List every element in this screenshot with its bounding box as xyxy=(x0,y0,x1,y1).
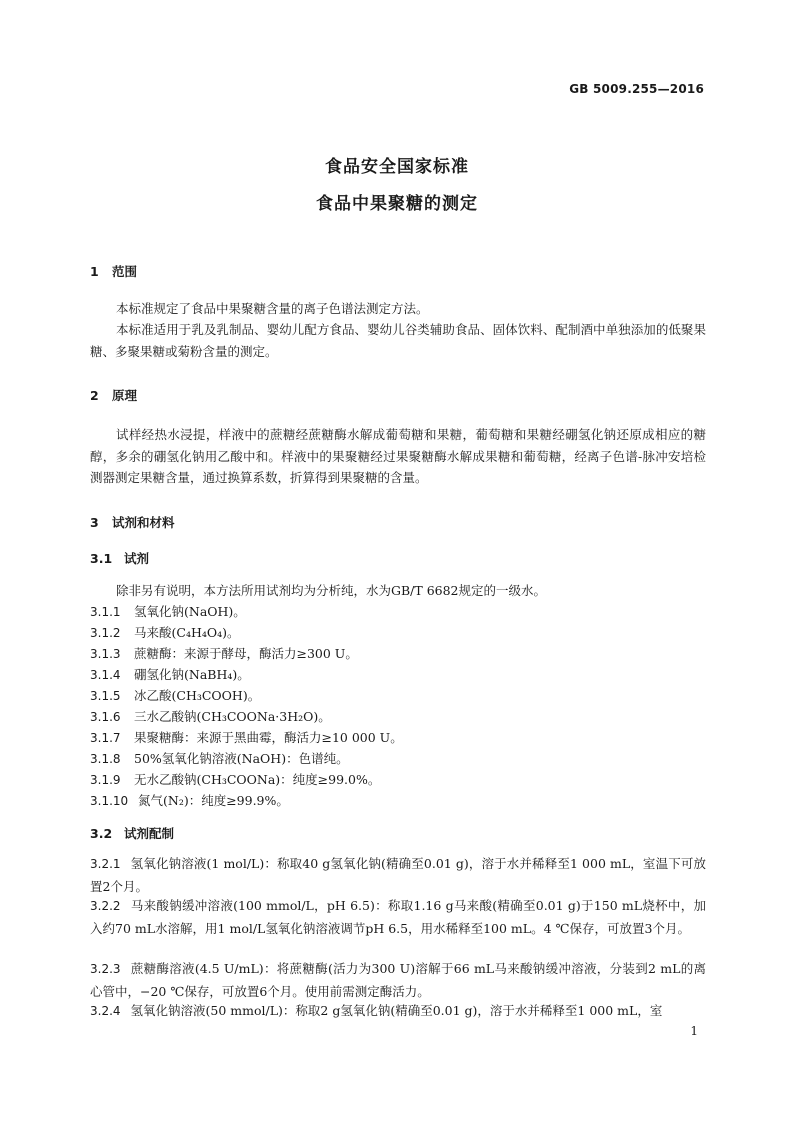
item-text: 三水乙酸钠(CH₃COONa·3H₂O)。 xyxy=(134,709,331,724)
item-text: 氮气(N₂)：纯度≥99.9%。 xyxy=(138,793,289,808)
reagent-item xyxy=(90,790,706,813)
clause-number: 3.2.2 xyxy=(90,899,121,913)
preparation-clause xyxy=(90,958,706,1002)
section-number: 2 xyxy=(90,388,99,403)
reagent-item xyxy=(90,748,706,771)
item-text: 50%氢氧化钠溶液(NaOH)：色谱纯。 xyxy=(134,751,349,766)
item-number: 3.1.3 xyxy=(90,647,121,661)
clause-number: 3.2.4 xyxy=(90,1004,121,1018)
item-number: 3.1.8 xyxy=(90,752,121,766)
item-text: 蔗糖酶：来源于酵母，酶活力≥300 U。 xyxy=(134,646,358,661)
item-number: 3.1.2 xyxy=(90,626,121,640)
scope-paragraph-2: 本标准适用于乳及乳制品、婴幼儿配方食品、婴幼儿谷类辅助食品、固体饮料、配制酒中单独添加的低聚果糖、多聚果糖或菊粉含量的测定。 xyxy=(90,322,706,359)
clause-number: 3.2.1 xyxy=(90,857,121,871)
item-text: 果聚糖酶：来源于黑曲霉，酶活力≥10 000 U。 xyxy=(134,730,403,745)
page-number: 1 xyxy=(690,1024,698,1038)
section-number: 3 xyxy=(90,515,99,530)
subsection-title: 试剂 xyxy=(124,551,150,566)
item-number: 3.1.6 xyxy=(90,710,121,724)
reagents-intro: 除非另有说明，本方法所用试剂均为分析纯，水为GB/T 6682规定的一级水。 xyxy=(116,583,547,598)
principle-paragraph: 试样经热水浸提，样液中的蔗糖经蔗糖酶水解成葡萄糖和果糖，葡萄糖和果糖经硼氢化钠还原成相应的糖醇，多余的硼氢化钠用乙酸中和。样液中的果聚糖经过果聚糖酶水解成果糖和葡萄糖，经离子色谱-脉冲安培检测器测定果糖含量，通过换算系数，折算得到果聚糖的含量。 xyxy=(90,427,706,485)
preparation-clause xyxy=(90,1000,706,1021)
section-title: 试剂和材料 xyxy=(112,515,175,530)
item-number: 3.1.9 xyxy=(90,773,121,787)
item-number: 3.1.7 xyxy=(90,731,121,745)
clause-text: 氢氧化钠溶液(1 mol/L)：称取40 g氢氧化钠(精确至0.01 g)，溶于水并稀释至1 000 mL，室温下可放置2个月。 xyxy=(90,856,706,894)
item-text: 硼氢化钠(NaBH₄)。 xyxy=(134,667,250,682)
preparation-clause xyxy=(90,895,706,939)
subsection-number: 3.2 xyxy=(90,826,113,841)
item-text: 马来酸(C₄H₄O₄)。 xyxy=(134,625,240,640)
subsection-title: 试剂配制 xyxy=(124,826,175,841)
section-heading-scope xyxy=(90,262,137,280)
item-number: 3.1.4 xyxy=(90,668,121,682)
clause-number: 3.2.3 xyxy=(90,962,121,976)
clause-text: 蔗糖酶溶液(4.5 U/mL)：将蔗糖酶(活力为300 U)溶解于66 mL马来酸钠缓冲溶液，分装到2 mL的离心管中，−20 ℃保存，可放置6个月。使用前需测定酶活力。 xyxy=(90,961,706,999)
reagent-item xyxy=(90,643,706,666)
reagent-item xyxy=(90,706,706,729)
reagent-item xyxy=(90,622,706,645)
item-number: 3.1.5 xyxy=(90,689,121,703)
standard-code: GB 5009.255—2016 xyxy=(569,82,704,96)
subsection-number: 3.1 xyxy=(90,551,113,566)
reagent-item xyxy=(90,601,706,624)
item-text: 无水乙酸钠(CH₃COONa)：纯度≥99.0%。 xyxy=(134,772,381,787)
subsection-heading-reagents xyxy=(90,549,149,567)
document-title-line1: 食品安全国家标准 xyxy=(325,157,469,177)
item-text: 氢氧化钠(NaOH)。 xyxy=(134,604,246,619)
item-number: 3.1.10 xyxy=(90,794,129,808)
clause-text: 马来酸钠缓冲溶液(100 mmol/L，pH 6.5)：称取1.16 g马来酸(精确至0.01 g)于150 mL烧杯中，加入约70 mL水溶解，用1 mol/L氢氧化钠溶液调节pH 6.5，用水稀释至100 mL。4 ℃保存，可放置3个月。 xyxy=(90,898,706,936)
item-text: 冰乙酸(CH₃COOH)。 xyxy=(134,688,261,703)
section-heading-reagents-materials xyxy=(90,513,175,531)
section-number: 1 xyxy=(90,264,99,279)
subsection-heading-reagent-preparation xyxy=(90,824,174,842)
scope-paragraph-1: 本标准规定了食品中果聚糖含量的离子色谱法测定方法。 xyxy=(116,301,429,316)
preparation-clause xyxy=(90,853,706,897)
document-title-line2: 食品中果聚糖的测定 xyxy=(316,194,478,214)
item-number: 3.1.1 xyxy=(90,605,121,619)
reagent-item xyxy=(90,769,706,792)
section-title: 范围 xyxy=(112,264,138,279)
section-title: 原理 xyxy=(112,388,138,403)
reagent-item xyxy=(90,685,706,708)
clause-text: 氢氧化钠溶液(50 mmol/L)：称取2 g氢氧化钠(精确至0.01 g)，溶于水并稀释至1 000 mL，室 xyxy=(130,1003,663,1018)
section-heading-principle xyxy=(90,386,137,404)
reagent-item xyxy=(90,727,706,750)
reagent-item xyxy=(90,664,706,687)
